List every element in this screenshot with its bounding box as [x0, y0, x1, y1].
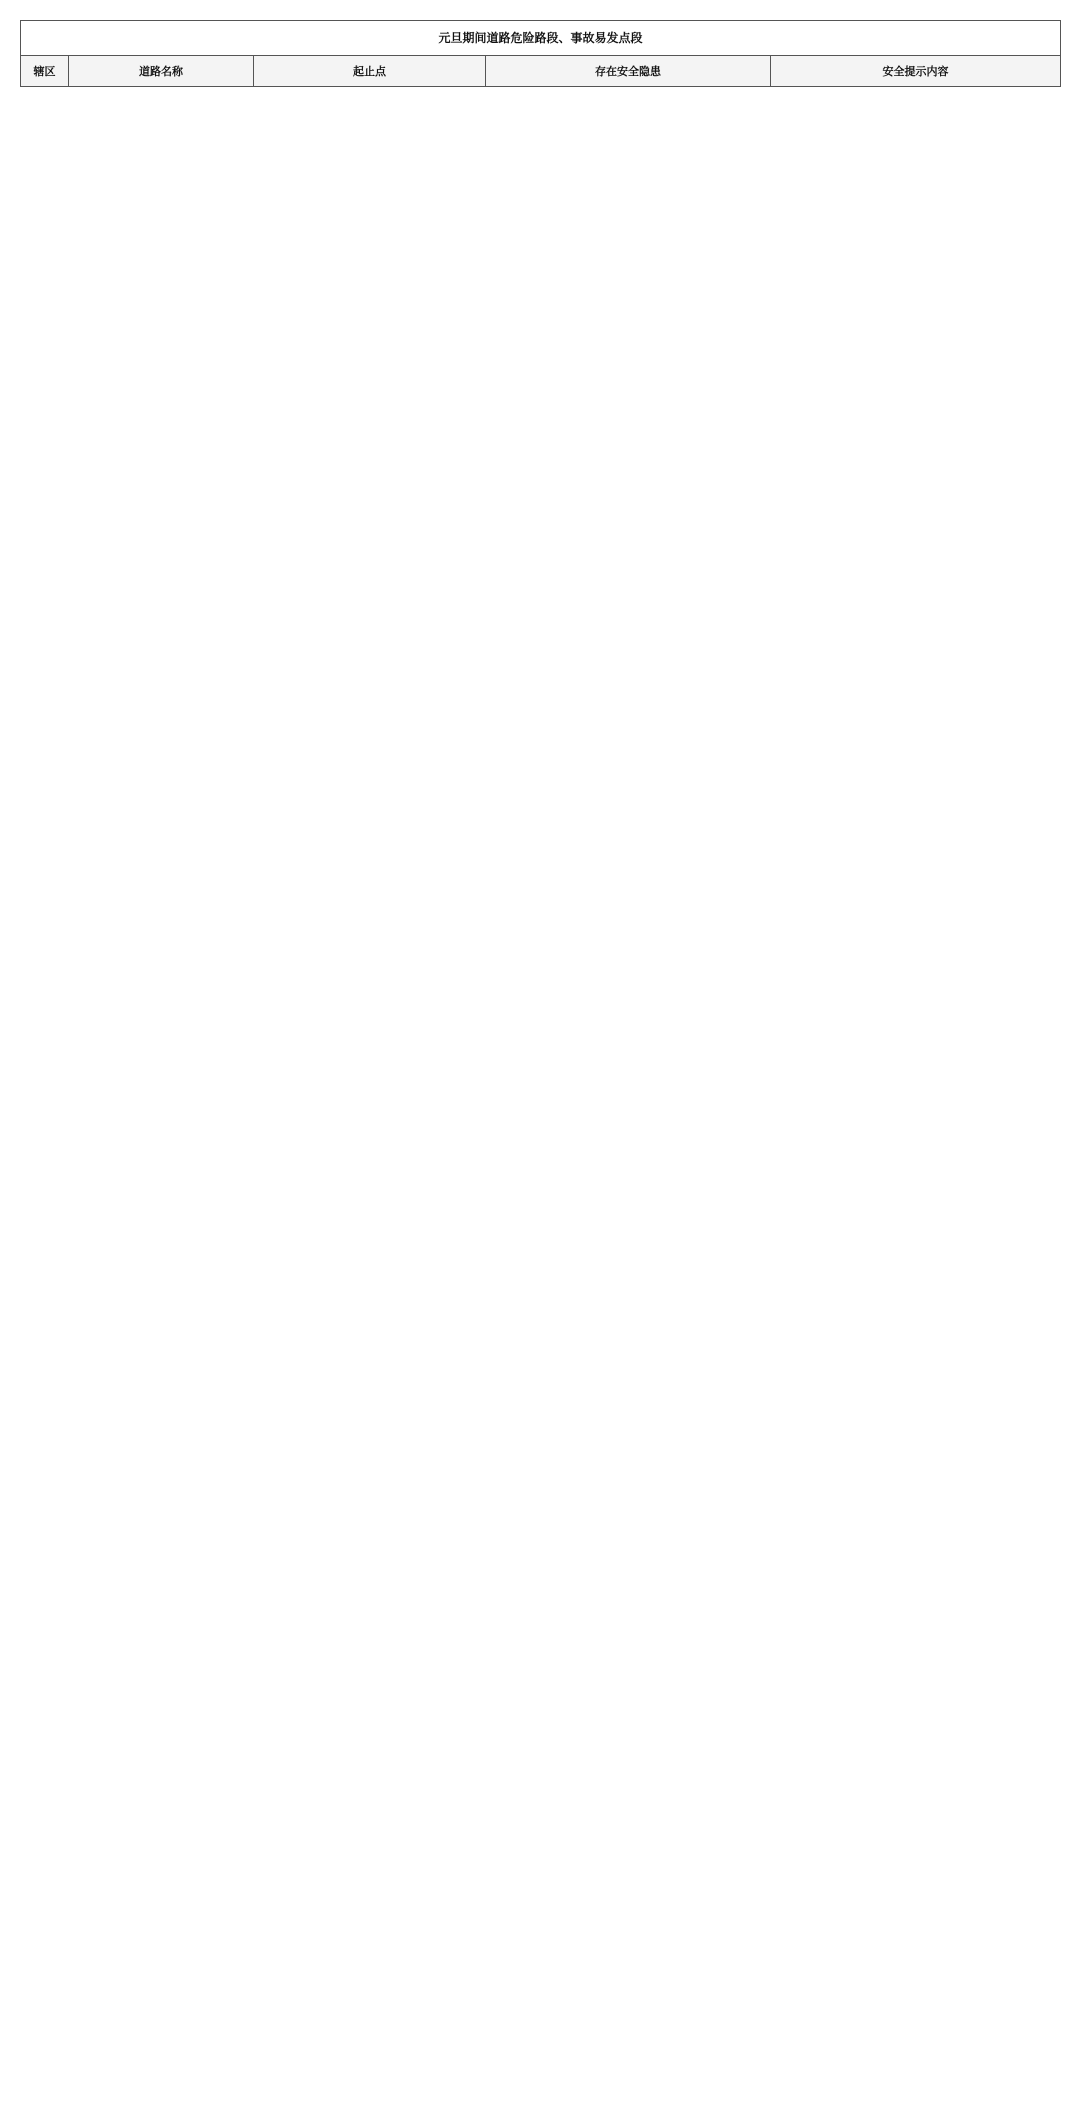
header-district: 辖区: [21, 56, 69, 87]
table-container: [20, 20, 1060, 87]
header-road-name: 道路名称: [69, 56, 254, 87]
table-title: 元旦期间道路危险路段、事故易发点段: [21, 21, 1061, 56]
header-hazard: 存在安全隐患: [486, 56, 771, 87]
header-row: [21, 56, 1061, 87]
header-start-end: 起止点: [254, 56, 486, 87]
hazard-table: [20, 20, 1061, 87]
header-safety-tip: 安全提示内容: [771, 56, 1061, 87]
title-row: [21, 21, 1061, 56]
